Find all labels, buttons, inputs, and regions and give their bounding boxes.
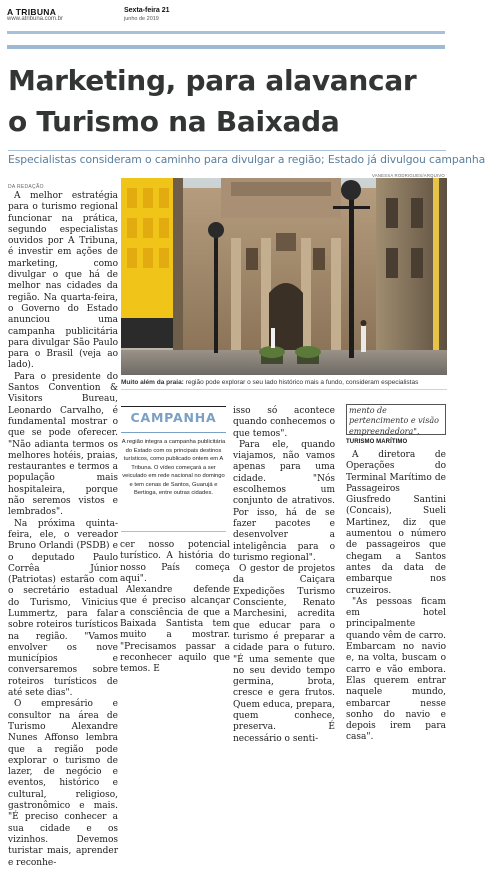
paragraph: Para o presidente do Santos Convention & Visitors Bureau, Leonardo Carvalho, é fundamental mostrar o que se pode oferecer. "Não adianta termos os melhores hotéis, praias, restaurantes e termos a população mais hospitaleira, porque não seremos vistos e lembrados". bbox=[8, 371, 118, 518]
masthead-date: junho de 2019 bbox=[124, 15, 159, 22]
photo-caption bbox=[121, 379, 447, 387]
paragraph: A melhor estratégia para o turismo regional funcionar na prática, segundo especialistas ouvidos por A Tribuna, é investir em ações de marketing, como divulgar o que há de melhor nas cidades da região. Na quarta-feira, o Governo do Estado anunciou uma campanha publicitária para divulgar São Paulo para o Brasil (veja ao lado). bbox=[8, 191, 118, 371]
article-photo bbox=[121, 178, 447, 375]
paragraph: O gestor de projetos da Caiçara Expedições Turismo Consciente, Renato Marchesini, acredita que educar para o turismo é preparar a cidade para o futuro. "É uma semente que no seu devido tempo germina, brota, cresce e gera frutos. Quem educa, prepara, quem conhece, preserva. É necessário o senti- bbox=[233, 564, 335, 744]
paragraph: Para ele, quando viajamos, não vamos apenas para uma cidade. "Nós escolhemos um conjunto de atrativos. Por isso, há de se fazer pacotes e desenvolver a inteligência para o turismo regional". bbox=[233, 439, 335, 563]
caption-lead: Muito além da praia: bbox=[121, 379, 184, 386]
headline-line-2: o Turismo na Baixada bbox=[8, 105, 340, 138]
sidebar-title-rule bbox=[121, 432, 226, 433]
masthead-rule bbox=[7, 31, 445, 34]
quote-text: mento de pertencimento e visão empreendedora". bbox=[349, 406, 439, 436]
sidebar-top-rule bbox=[121, 406, 226, 407]
historic-street-photo bbox=[121, 178, 447, 375]
caption-rule bbox=[121, 389, 447, 390]
paragraph: cer nosso potencial turístico. A história do nosso País começa aqui". bbox=[120, 540, 230, 584]
masthead-day: Sexta-feira 21 bbox=[124, 7, 170, 14]
headline bbox=[8, 60, 446, 142]
article-column-4 bbox=[346, 450, 446, 743]
sidebar-text: A região integra a campanha publicitária do Estado com os principais destinos turísticos, como publicado ontem em A Tribuna. O vídeo começará a ser veiculado em rede nacional no domingo e tem cenas de Santos, Guarujá e Bertioga, entre outras cidades. bbox=[121, 439, 226, 496]
subheading: TURISMO MARÍTIMO bbox=[346, 439, 408, 445]
masthead-site: www.atribuna.com.br bbox=[7, 16, 64, 22]
paragraph: O empresário e consultor na área de Turismo Alexandre Nunes Affonso lembra que a região pode explorar o turismo de lazer, de negócio e eventos, histórico e cultural, religioso, gastronômico e mais. "É preciso conhecer a sua cidade e os vizinhos. Devemos turistar mais, aprender e reconhe- bbox=[8, 699, 118, 868]
deck: Especialistas consideram o caminho para divulgar a região; Estado já divulgou campanha bbox=[8, 153, 485, 166]
section-rule bbox=[7, 45, 445, 49]
paragraph: Alexandre defende que é preciso alcançar a consciência de que a Baixada Santista tem muito a mostrar. "Precisamos passar a reconhecer aquilo que temos. E bbox=[120, 585, 230, 675]
byline: DA REDAÇÃO bbox=[8, 184, 44, 190]
sidebar-title: CAMPANHA bbox=[130, 410, 217, 425]
article-column-1 bbox=[8, 191, 118, 868]
photo-credit: VANESSA RODRIGUES/ARQUIVO bbox=[372, 172, 445, 178]
article-column-2 bbox=[120, 540, 230, 675]
paragraph: A diretora de Operações do Terminal Marítimo de Passageiros Giusfredo Santini (Concais), Sueli Martinez, diz que aumentou o número de passageiros que chegam a Santos antes da data de embarque nos cruzeiros. bbox=[346, 450, 446, 596]
paragraph: isso só acontece quando conhecemos o que temos". bbox=[233, 406, 335, 439]
sidebar-bottom-rule bbox=[121, 531, 226, 532]
caption-text: região pode explorar o seu lado histórico mais a fundo, consideram especialistas bbox=[183, 379, 419, 386]
deck-rule bbox=[8, 150, 446, 151]
masthead-title: A TRIBUNA bbox=[7, 7, 57, 17]
paragraph: Na próxima quinta-feira, ele, o vereador Bruno Orlandi (PSDB) e o deputado Paulo Corrêa Júnior (Patriotas) estarão com o secretário estadual do Turismo, Vinicius Lummertz, para falar sobre roteiros turísticos na região. "Vamos envolver os nove municípios e conversaremos sobre roteiros turísticos de até sete dias". bbox=[8, 518, 118, 699]
paragraph: "As pessoas ficam em hotel principalmente quando vêm de carro. Embarcam no navio e, na volta, buscam o carro e vão embora. Elas querem entrar naquele mundo, embarcar nesse sonho do navio e depois irem para casa". bbox=[346, 596, 446, 743]
headline-line-1: Marketing, para alavancar bbox=[8, 64, 417, 97]
article-column-3 bbox=[233, 406, 335, 744]
